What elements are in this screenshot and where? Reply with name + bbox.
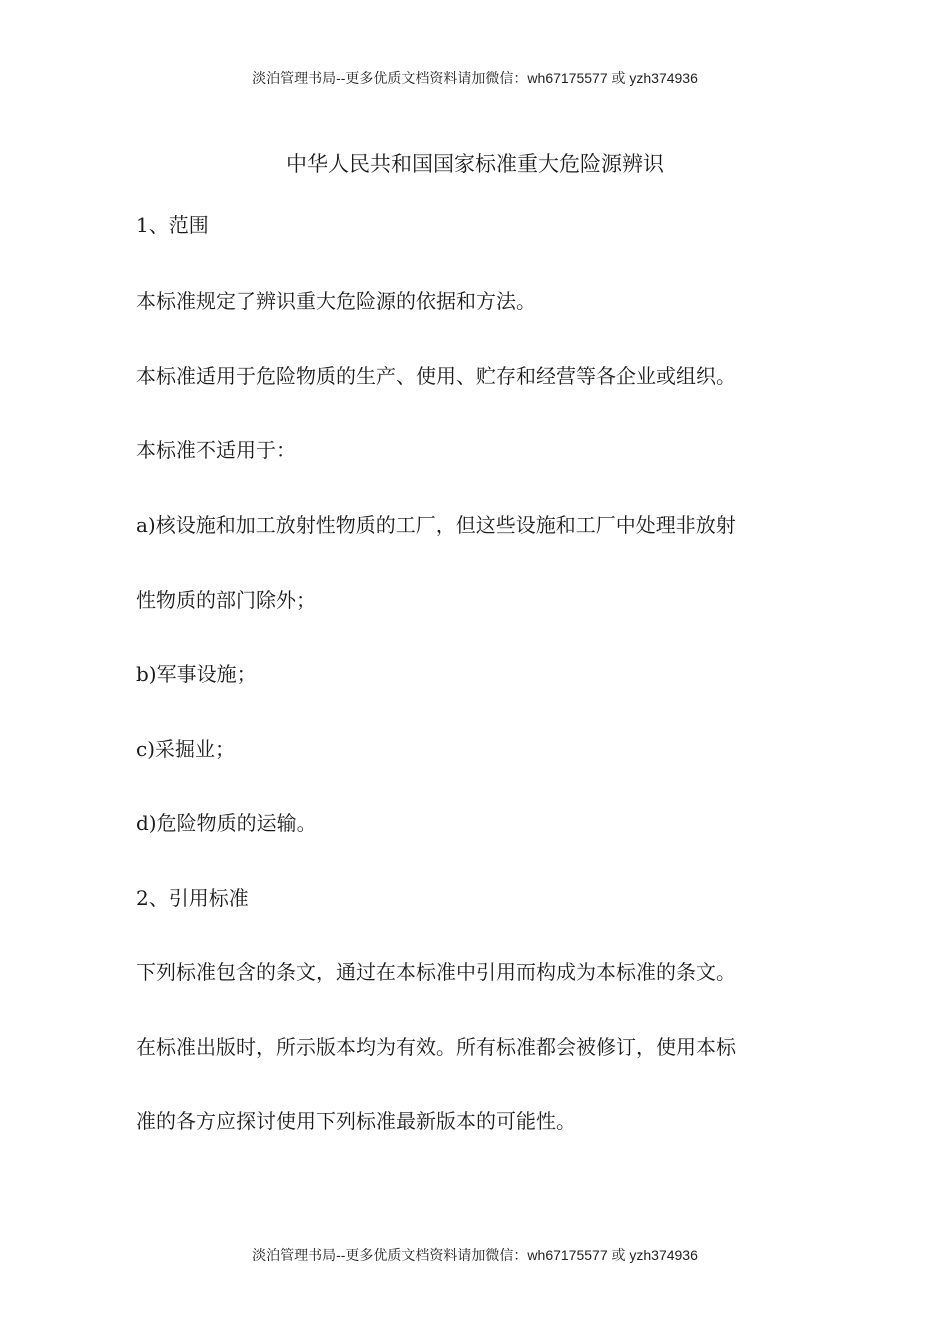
section-2-heading: 2、引用标准 [136, 886, 249, 910]
document-title: 中华人民共和国国家标准重大危险源辨识 [286, 152, 664, 176]
paragraph: 在标准出版时，所示版本均为有效。所有标准都会被修订，使用本标 [136, 1035, 736, 1059]
list-item-a-continued: 性物质的部门除外； [136, 588, 316, 612]
list-item-b: b)军事设施； [136, 662, 257, 686]
paragraph: 本标准规定了辨识重大危险源的依据和方法。 [136, 289, 536, 313]
list-item-a: a)核设施和加工放射性物质的工厂，但这些设施和工厂中处理非放射 [136, 513, 736, 537]
list-item-d: d)危险物质的运输。 [136, 811, 317, 835]
paragraph: 本标准不适用于： [136, 438, 296, 462]
paragraph: 下列标准包含的条文，通过在本标准中引用而构成为本标准的条文。 [136, 960, 736, 984]
page-footer: 淡泊管理书局--更多优质文档资料请加微信：wh67175577 或 yzh374936 [252, 1247, 698, 1263]
paragraph: 本标准适用于危险物质的生产、使用、贮存和经营等各企业或组织。 [136, 364, 736, 388]
paragraph-continued: 准的各方应探讨使用下列标准最新版本的可能性。 [136, 1109, 576, 1133]
list-item-c: c)采掘业； [136, 737, 236, 761]
section-1-heading: 1、范围 [136, 213, 209, 237]
page-header: 淡泊管理书局--更多优质文档资料请加微信：wh67175577 或 yzh374936 [252, 70, 698, 86]
